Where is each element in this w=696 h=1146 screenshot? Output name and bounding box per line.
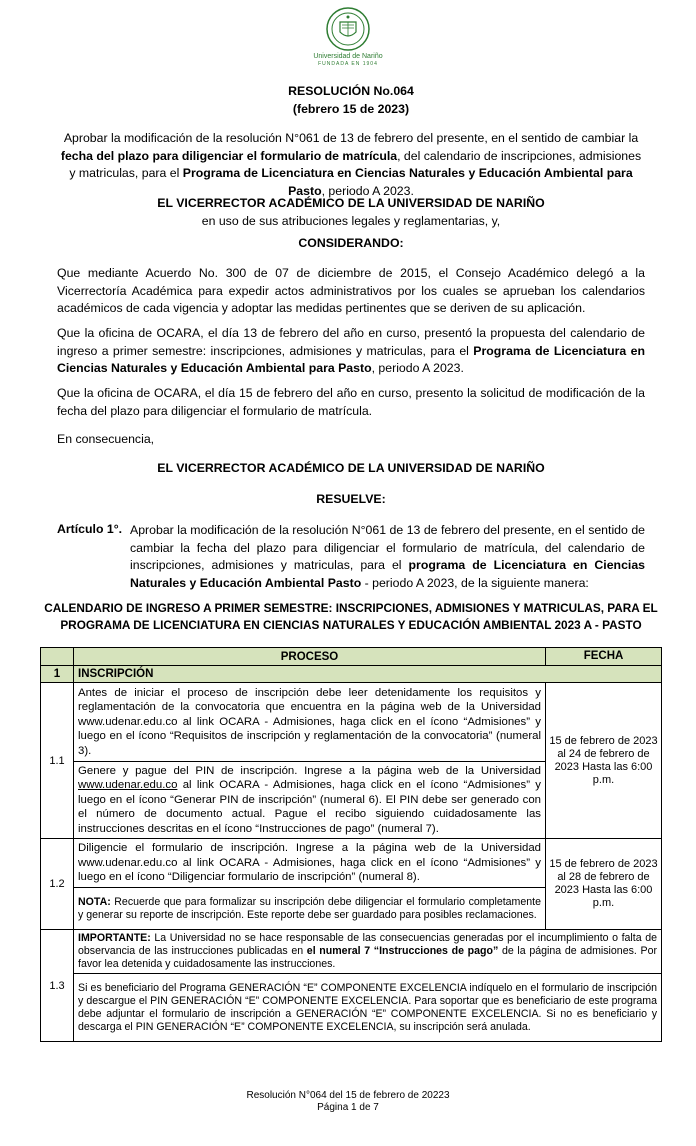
process-text: al link OCARA - Admisiones, haga click en el ícono “Admisiones” y luego en el ícono “Generar PIN de inscripción” (numeral 6). El PIN debe ser generado con el número de documento actual. Pague el recibo siguiendo cuidadosamente las instrucciones descritas en el ícono “Instrucciones de pago” (numeral 7).	[78, 779, 541, 835]
considerando-paragraph-2	[57, 325, 645, 378]
important-bold-text: el numeral 7 “Instrucciones de pago”	[306, 945, 499, 957]
paragraph-text: Que la oficina de OCARA, el día 13 de febrero del año en curso, presentó la propuesta del calendario de ingreso a primer semestre: inscripciones, admisiones y matriculas, para el	[57, 326, 645, 358]
table-row	[41, 839, 662, 888]
summary-text: , periodo A 2023.	[321, 183, 414, 198]
note-text: Recuerde que para formalizar su inscripción debe diligenciar el formulario completamente y generar su reporte de inscripción. Este reporte debe ser guardado para posibles reclamaciones.	[78, 895, 541, 921]
calendar-title	[40, 600, 662, 634]
resuelve-heading: RESUELVE:	[316, 492, 386, 506]
process-cell	[74, 762, 546, 839]
header-process: PROCESO	[74, 648, 546, 666]
logo-subtitle: FUNDADA EN 1904	[318, 61, 378, 67]
footer-resolution: Resolución N°064 del 15 de febrero de 20223	[246, 1090, 450, 1101]
row-number: 1.2	[41, 839, 74, 930]
page-footer	[0, 1090, 696, 1114]
calendar-title-line-2: PROGRAMA DE LICENCIATURA EN CIENCIAS NATURALES Y EDUCACIÓN AMBIENTAL 2023 A - PASTO	[60, 618, 642, 632]
important-cell	[74, 930, 662, 974]
header-number-cell	[41, 648, 74, 666]
row-number: 1.1	[41, 683, 74, 839]
process-cell: Diligencie el formulario de inscripción. Ingrese a la página web de la Universidad www.udenar.edu.co al link OCARA - Admisiones, haga click en el ícono “Admisiones” y luego en el ícono “Diligenciar formulario de inscripción” (numeral 8).	[74, 839, 546, 888]
article-text: Aprobar la modificación de la resolución N°061 de 13 de febrero del presente, en el sentido de cambiar la fecha del plazo para diligenciar el formulario de matrícula, del calendario de inscripciones, admisiones y matriculas, para el	[130, 523, 645, 572]
note-label: NOTA:	[78, 895, 111, 908]
resolution-summary	[57, 130, 645, 200]
calendar-table	[40, 647, 662, 1042]
authority-subtitle: en uso de sus atribuciones legales y reglamentarias, y,	[201, 213, 501, 228]
authority-block	[57, 195, 645, 230]
table-row	[41, 683, 662, 762]
paragraph-text: , periodo A 2023.	[371, 361, 464, 375]
article-1-label: Artículo 1°.	[57, 522, 123, 536]
university-seal-icon	[325, 6, 371, 52]
table-row	[41, 974, 662, 1042]
calendar-title-line-1: CALENDARIO DE INGRESO A PRIMER SEMESTRE: INSCRIPCIONES, ADMISIONES Y MATRICULAS, PARA EL	[44, 601, 658, 615]
date-cell: 15 de febrero de 2023 al 28 de febrero de 2023 Hasta las 6:00 p.m.	[546, 839, 662, 930]
footer-page-number: Página 1 de 7	[317, 1102, 379, 1113]
summary-bold: fecha del plazo para diligenciar el formulario de matrícula	[60, 148, 398, 163]
section-number: 1	[41, 666, 74, 683]
considerando-paragraph-3: Que la oficina de OCARA, el día 15 de febrero del año en curso, presento la solicitud de modificación de la fecha del plazo para diligenciar el formulario de matrícula.	[57, 386, 645, 418]
considerando-paragraph-1: Que mediante Acuerdo No. 300 de 07 de diciembre de 2015, el Consejo Académico delegó a la Vicerrectoría Académica para expedir actos administrativos por los cuales se aprueban los calendarios académicos de cada vigencia y adoptar las medidas pertinentes que se deriven de su aplicación.	[57, 266, 645, 315]
important-text: La Universidad no se hace responsable de las consecuencias generadas por el incumplimiento o falta de observancia de las instrucciones publicadas en	[78, 932, 657, 957]
row-number: 1.3	[41, 930, 74, 1042]
generacion-e-cell: Si es beneficiario del Programa GENERACIÓN “E” COMPONENTE EXCELENCIA indíquelo en el formulario de inscripción y descargue el PIN GENERACIÓN “E” COMPONENTE EXCELENCIA. Para soportar que es beneficiario de este programa debe adjuntar el formulario de inscripción a GENERACIÓN “E” COMPONENTE EXCELENCIA. Si no es beneficiario y descarga el PIN GENERACIÓN “E” COMPONENTE EXCELENCIA, su inscripción será anulada.	[74, 974, 662, 1042]
section-row	[41, 666, 662, 683]
summary-program: Programa de Licenciatura en Ciencias Naturales y Educación Ambiental para Pasto	[182, 166, 633, 198]
header-date: FECHA	[546, 648, 662, 666]
considerando-heading: CONSIDERANDO:	[298, 236, 404, 250]
considerando-paragraph-4: En consecuencia,	[57, 432, 155, 446]
table-row	[41, 930, 662, 974]
resolution-header	[57, 83, 645, 118]
resuelve-authority: EL VICERRECTOR ACADÉMICO DE LA UNIVERSIDAD DE NARIÑO	[157, 461, 545, 475]
table-header-row	[41, 648, 662, 666]
paragraph-program: Programa de Licenciatura en Ciencias Naturales y Educación Ambiental para Pasto	[57, 343, 645, 375]
article-1-text	[130, 522, 645, 592]
logo-name: Universidad de Nariño	[313, 53, 383, 60]
process-note-cell	[74, 888, 546, 930]
article-program: programa de Licenciatura en Ciencias Naturales y Educación Ambiental Pasto	[130, 558, 646, 590]
section-title: INSCRIPCIÓN	[74, 666, 662, 683]
date-cell: 15 de febrero de 2023 al 24 de febrero de 2023 Hasta las 6:00 p.m.	[546, 683, 662, 839]
summary-text: Aprobar la modificación de la resolución N°061 de 13 de febrero del presente, en el sentido de cambiar la	[63, 131, 639, 145]
authority-title: EL VICERRECTOR ACADÉMICO DE LA UNIVERSIDAD DE NARIÑO	[157, 196, 545, 210]
university-logo	[298, 6, 398, 76]
important-text: de la página de admisiones. Por favor lea detenida y cuidadosamente las instrucciones.	[78, 945, 657, 970]
summary-text: , del calendario de inscripciones, admisiones y matriculas, para el	[69, 148, 642, 180]
important-label: IMPORTANTE:	[78, 932, 151, 944]
process-text: Genere y pague del PIN de inscripción. Ingrese a la página web de la Universidad	[78, 764, 541, 777]
resolution-number: RESOLUCIÓN No.064	[288, 84, 414, 98]
udenar-link[interactable]: www.udenar.edu.co	[78, 779, 178, 792]
article-text: - periodo A 2023, de la siguiente manera:	[361, 575, 589, 590]
resolution-date: (febrero 15 de 2023)	[292, 101, 410, 116]
process-cell: Antes de iniciar el proceso de inscripción debe leer detenidamente los requisitos y reglamentación de la convocatoria que encuentra en la página web de la Universidad www.udenar.edu.co al link OCARA - Admisiones, haga click en el ícono “Admisiones” y luego en el ícono “Requisitos de inscripción y reglamentación de la convocatoria” (numeral 3).	[74, 683, 546, 762]
